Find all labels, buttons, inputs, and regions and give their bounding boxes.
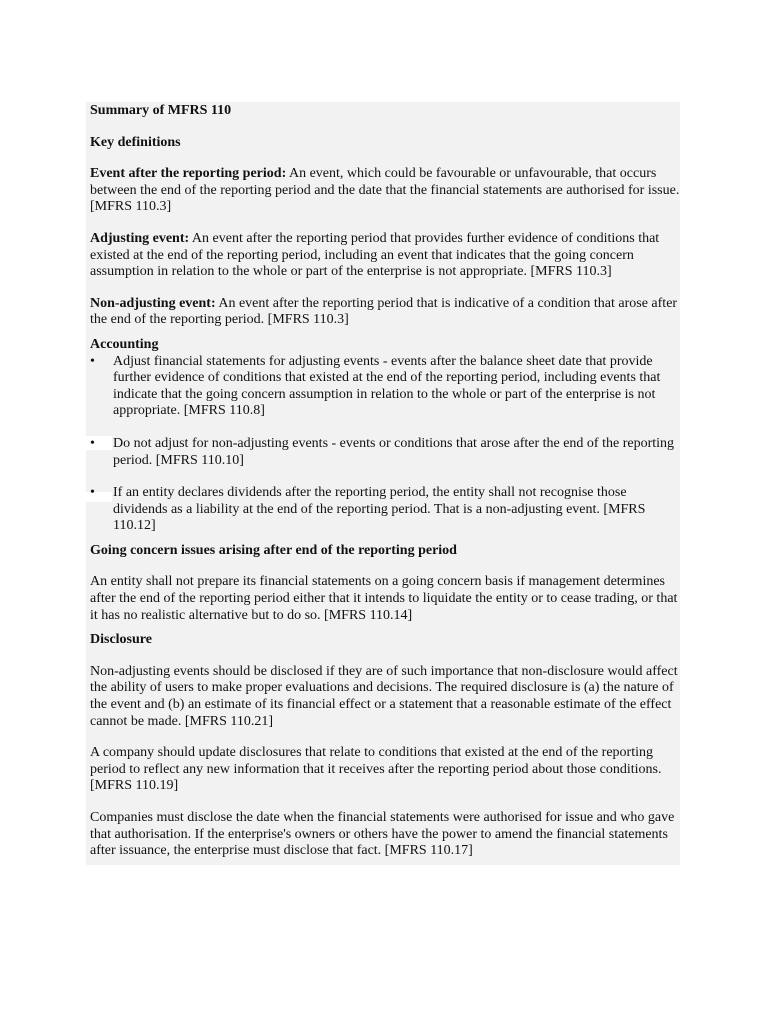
- definition-term: Adjusting event:: [90, 230, 190, 246]
- definition-term: Event after the reporting period:: [90, 166, 287, 182]
- definition-paragraph: [90, 231, 680, 281]
- list-item-text: Adjust financial statements for adjusting events - events after the balance sheet date that provide further evidence of conditions that existed at the end of the reporting period, including events that indicate that the going concern assumption in relation to the whole or part of the enterprise is not appropriate. [MFRS 110.8]: [113, 353, 661, 419]
- definition-text: An event after the reporting period that is indicative of a condition that arose after the end of the reporting period. [MFRS 110.3]: [90, 295, 678, 328]
- bullet-icon: •: [90, 435, 95, 451]
- bullet-icon: •: [90, 353, 95, 369]
- bullet-icon: •: [90, 485, 95, 501]
- going-concern-paragraph: An entity shall not prepare its financial statements on a going concern basis if management determines after the end of the reporting period either that it intends to liquidate the entity or to cease trading, or that it has no realistic alternative but to do so. [MFRS 110.14]: [90, 574, 678, 623]
- section-heading-going-concern: Going concern issues arising after end of the reporting period: [90, 542, 457, 558]
- list-item-text: If an entity declares dividends after the reporting period, the entity shall not recognise those dividends as a liability at the end of the reporting period. That is a non-adjusting event. [MFRS 110.12]: [113, 485, 646, 534]
- disclosure-paragraph: Non-adjusting events should be disclosed if they are of such importance that non-disclosure would affect the ability of users to make proper evaluations and decisions. The required disclosure is (a) the nature of the event and (b) an estimate of its financial effect or a statement that a reasonable estimate of the effect cannot be made. [MFRS 110.21]: [90, 663, 678, 729]
- list-item: [90, 354, 680, 420]
- document-title: Summary of MFRS 110: [90, 103, 232, 118]
- document-content: [90, 103, 680, 860]
- accounting-list: [90, 354, 680, 535]
- definition-paragraph: [90, 296, 680, 329]
- list-item: [90, 436, 680, 469]
- section-heading-disclosure: Disclosure: [90, 632, 152, 648]
- section-heading-key-definitions: Key definitions: [90, 134, 181, 150]
- definition-text: An event after the reporting period that provides further evidence of conditions that existed at the end of the reporting period, including an event that indicates that the going concern assumption in relation to the whole or part of the enterprise is not appropriate. [MFRS 110.3]: [90, 230, 660, 280]
- definition-paragraph: [90, 166, 680, 216]
- section-heading-accounting: Accounting: [90, 336, 159, 352]
- list-item: [90, 485, 680, 535]
- definition-term: Non-adjusting event:: [90, 295, 216, 311]
- disclosure-paragraph: Companies must disclose the date when the financial statements were authorised for issue and who gave that authorisation. If the enterprise's owners or others have the power to amend the financial statements after issuance, the enterprise must disclose that fact. [MFRS 110.17]: [90, 810, 675, 859]
- disclosure-paragraph: A company should update disclosures that relate to conditions that existed at the end of the reporting period to reflect any new information that it receives after the reporting period about those conditions. [MFRS 110.19]: [90, 745, 662, 794]
- list-item-text: Do not adjust for non-adjusting events - events or conditions that arose after the end of the reporting period. [MFRS 110.10]: [113, 435, 675, 468]
- definition-text: An event, which could be favourable or unfavourable, that occurs between the end of the reporting period and the date that the financial statements are authorised for issue. [MFRS 110.3]: [90, 166, 680, 215]
